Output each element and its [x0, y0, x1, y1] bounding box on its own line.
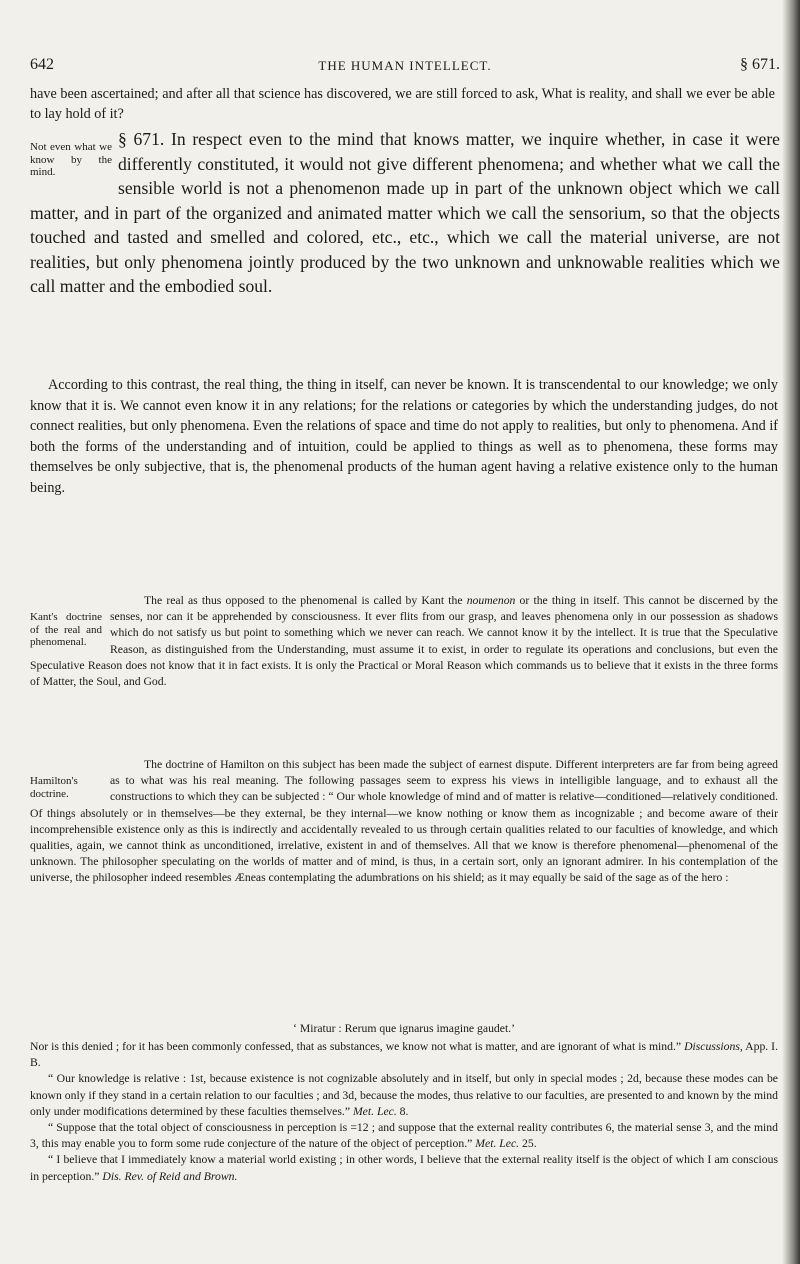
- latin-quote: ‘ Miratur : Rerum que ignarus imagine gaudet.’: [293, 1022, 515, 1035]
- lead-paragraph: have been ascertained; and after all that science has discovered, we are still forced to ask, What is reality, and shall we ever be able to lay hold of it?: [30, 86, 775, 122]
- tail-p2-end: 8.: [396, 1104, 409, 1118]
- tail-p2: [30, 1071, 778, 1120]
- page-number: 642: [30, 56, 54, 73]
- section-671: [30, 127, 780, 299]
- tail-p4: [30, 1152, 778, 1184]
- note-kant-text-b: or the thing in itself. This cannot be discerned by the senses, nor can it be apprehended by consciousness. It ever flits from our grasp, and leaves phenomena only in our possession as shadows which do not satisfy us but point to something which we never can reach. We cannot know it by the intellect. It is true that the Speculative Reason, as distinguished from the Understanding, must assume it to exist, in order to regulate its operations and conclusions, but even the Speculative Reason does not know that it in fact exists. It is only the Practical or Moral Reason which commands us to believe that it exists in the three forms of Matter, the Soul, and God.: [30, 594, 778, 689]
- tail-p2-cite: Met. Lec.: [352, 1104, 397, 1118]
- note-kant: [30, 593, 778, 690]
- tail-p3-cite: Met. Lec.: [475, 1137, 520, 1151]
- footnote-tail: [30, 1039, 778, 1185]
- note-kant-term: noumenon: [466, 594, 516, 607]
- tail-p2-text: “ Our knowledge is relative : 1st, because existence is not cognizable absolutely and in itself, but only in special modes ; 2d, because these modes can be known only if they stand in a certain relation to our faculties ; and 3d, because the modes, thus relative to our faculties, are presented to and known by the mind only under modifications determined by these faculties themselves.”: [30, 1072, 778, 1118]
- tail-p1: [30, 1039, 778, 1071]
- tail-p1-cite: Discussions,: [684, 1040, 743, 1053]
- running-header: [30, 56, 780, 78]
- tail-p3-text: “ Suppose that the total object of consciousness in perception is =12 ; and suppose that the external reality contributes 6, the material sense 3, and the mind 3, this may enable you to form some rude conjecture of the nature of the object of perception.”: [30, 1121, 778, 1151]
- note-hamilton-text: The doctrine of Hamilton on this subject has been made the subject of earnest dispute. Different interpreters are far from being agreed as to what was his real meaning. The following passages seem to express his views in intelligible language, and to exhaust all the constructions to which they can be subjected : “ Our whole knowledge of mind and of matter is relative—conditioned—relatively conditioned. Of things absolutely or in themselves—be they external, be they internal—we know nothing or know them as incognizable ; and become aware of their incomprehensible existence only as this is indirectly and accidentally revealed to us through certain qualities related to our faculties of knowledge, and which qualities, again, we cannot think as unconditioned, irrelative, existent in and of themselves. All that we know is therefore phenomenal—phenomenal of the unknown. The philosopher speculating on the worlds of matter and of mind, is thus, in a certain sort, only an ignorant admirer. In his contemplation of the universe, the philosopher indeed resembles Æneas contemplating the adumbrations on his shield; as it may equally be said of the sage as of the hero :: [30, 758, 778, 885]
- section-marker: § 671.: [740, 56, 780, 73]
- tail-p3: [30, 1120, 778, 1152]
- tail-p1-text: Nor is this denied ; for it has been commonly confessed, that as substances, we know not what is matter, and are ignorant of what is mind.”: [30, 1040, 685, 1053]
- tail-p1-end: App. I. B.: [30, 1040, 778, 1070]
- margin-note-hamilton: Hamilton's doctrine.: [30, 775, 78, 800]
- tail-p4-text: “ I believe that I immediately know a material world existing ; in other words, I believe that the external reality itself is the object of which I am conscious in perception.”: [30, 1153, 778, 1183]
- margin-note-not-even-what: Not even what we know by the mind.: [30, 141, 112, 178]
- tail-p3-end: 25.: [519, 1137, 537, 1151]
- tail-p4-cite: Dis. Rev. of Reid and Brown.: [102, 1169, 238, 1183]
- page-edge-shadow: [782, 0, 800, 1264]
- note-kant-body: [30, 593, 778, 690]
- paragraph-contrast: According to this contrast, the real thing, the thing in itself, can never be known. It is transcendental to our knowledge; we only know that it is. We cannot even know it in any relations; for the relations or categories by which the understanding judges, do not connect realities, but only phenomena. Even the relations of space and time do not apply to realities, but only to phenomena. And if both the forms of the understanding and of intuition, could be applied to things as well as to phenomena, these forms may themselves be only subjective, that is, the phenomenal products of the human agent having a relative existence only to the human being.: [30, 377, 778, 496]
- running-title: THE HUMAN INTELLECT.: [318, 58, 492, 73]
- section-671-text: § 671. In respect even to the mind that knows matter, we inquire whether, in case it were differently constituted, it would not give different phenomena; and whether what we call the sensible world is not a phenomenon made up in part of the unknown object which we call matter, and in part of the organized and animated matter which we call the sensorium, so that the objects touched and tasted and smelled and colored, etc., etc., which we call the material universe, are not realities, but only phenomena jointly produced by the two unknown and unknowable realities which we call matter and the embodied soul.: [30, 129, 780, 296]
- note-kant-text-a: The real as thus opposed to the phenomenal is called by Kant the: [144, 594, 467, 607]
- note-hamilton: [30, 757, 778, 887]
- margin-note-kant: Kant's doctrine of the real and phenomenal.: [30, 611, 102, 648]
